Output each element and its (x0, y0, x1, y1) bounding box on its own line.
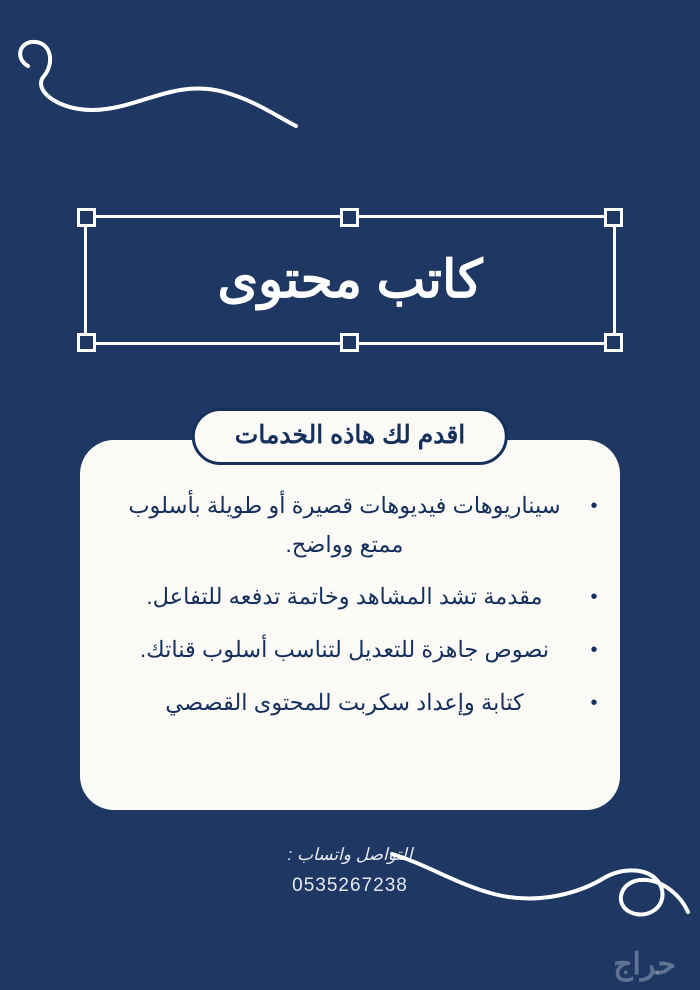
bullet-icon: • (590, 639, 598, 662)
frame-handle-bottom-right-icon (604, 333, 623, 352)
watermark: حراج (613, 948, 676, 981)
services-heading: اقدم لك هاذه الخدمات (192, 408, 508, 465)
poster-title: كاتب محتوى (217, 251, 483, 309)
contact-phone-number: 0535267238 (292, 875, 408, 896)
service-text: كتابة وإعداد سكربت للمحتوى القصصي (165, 689, 524, 715)
list-item (98, 631, 603, 670)
frame-handle-bottom-left-icon (77, 333, 96, 352)
list-item (98, 684, 603, 723)
frame-handle-top-left-icon (77, 208, 96, 227)
service-text: سيناريوهات فيديوهات قصيرة أو طويلة بأسلوب ممتع وواضح. (128, 493, 561, 557)
frame-handle-bottom-center-icon (340, 333, 359, 352)
list-item (98, 487, 603, 564)
services-list (98, 487, 603, 736)
list-item (98, 578, 603, 617)
squiggle-line-bottom-icon (390, 850, 690, 960)
bullet-icon: • (590, 586, 598, 609)
bullet-icon: • (590, 691, 598, 714)
frame-handle-top-center-icon (340, 208, 359, 227)
service-text: مقدمة تشد المشاهد وخاتمة تدفعه للتفاعل. (146, 584, 543, 610)
bullet-icon: • (590, 495, 598, 517)
contact-label: للتواصل واتساب : (287, 845, 413, 864)
frame-handle-top-right-icon (604, 208, 623, 227)
service-text: نصوص جاهزة للتعديل لتناسب أسلوب قناتك. (139, 637, 550, 663)
squiggle-line-top-icon (10, 18, 300, 128)
